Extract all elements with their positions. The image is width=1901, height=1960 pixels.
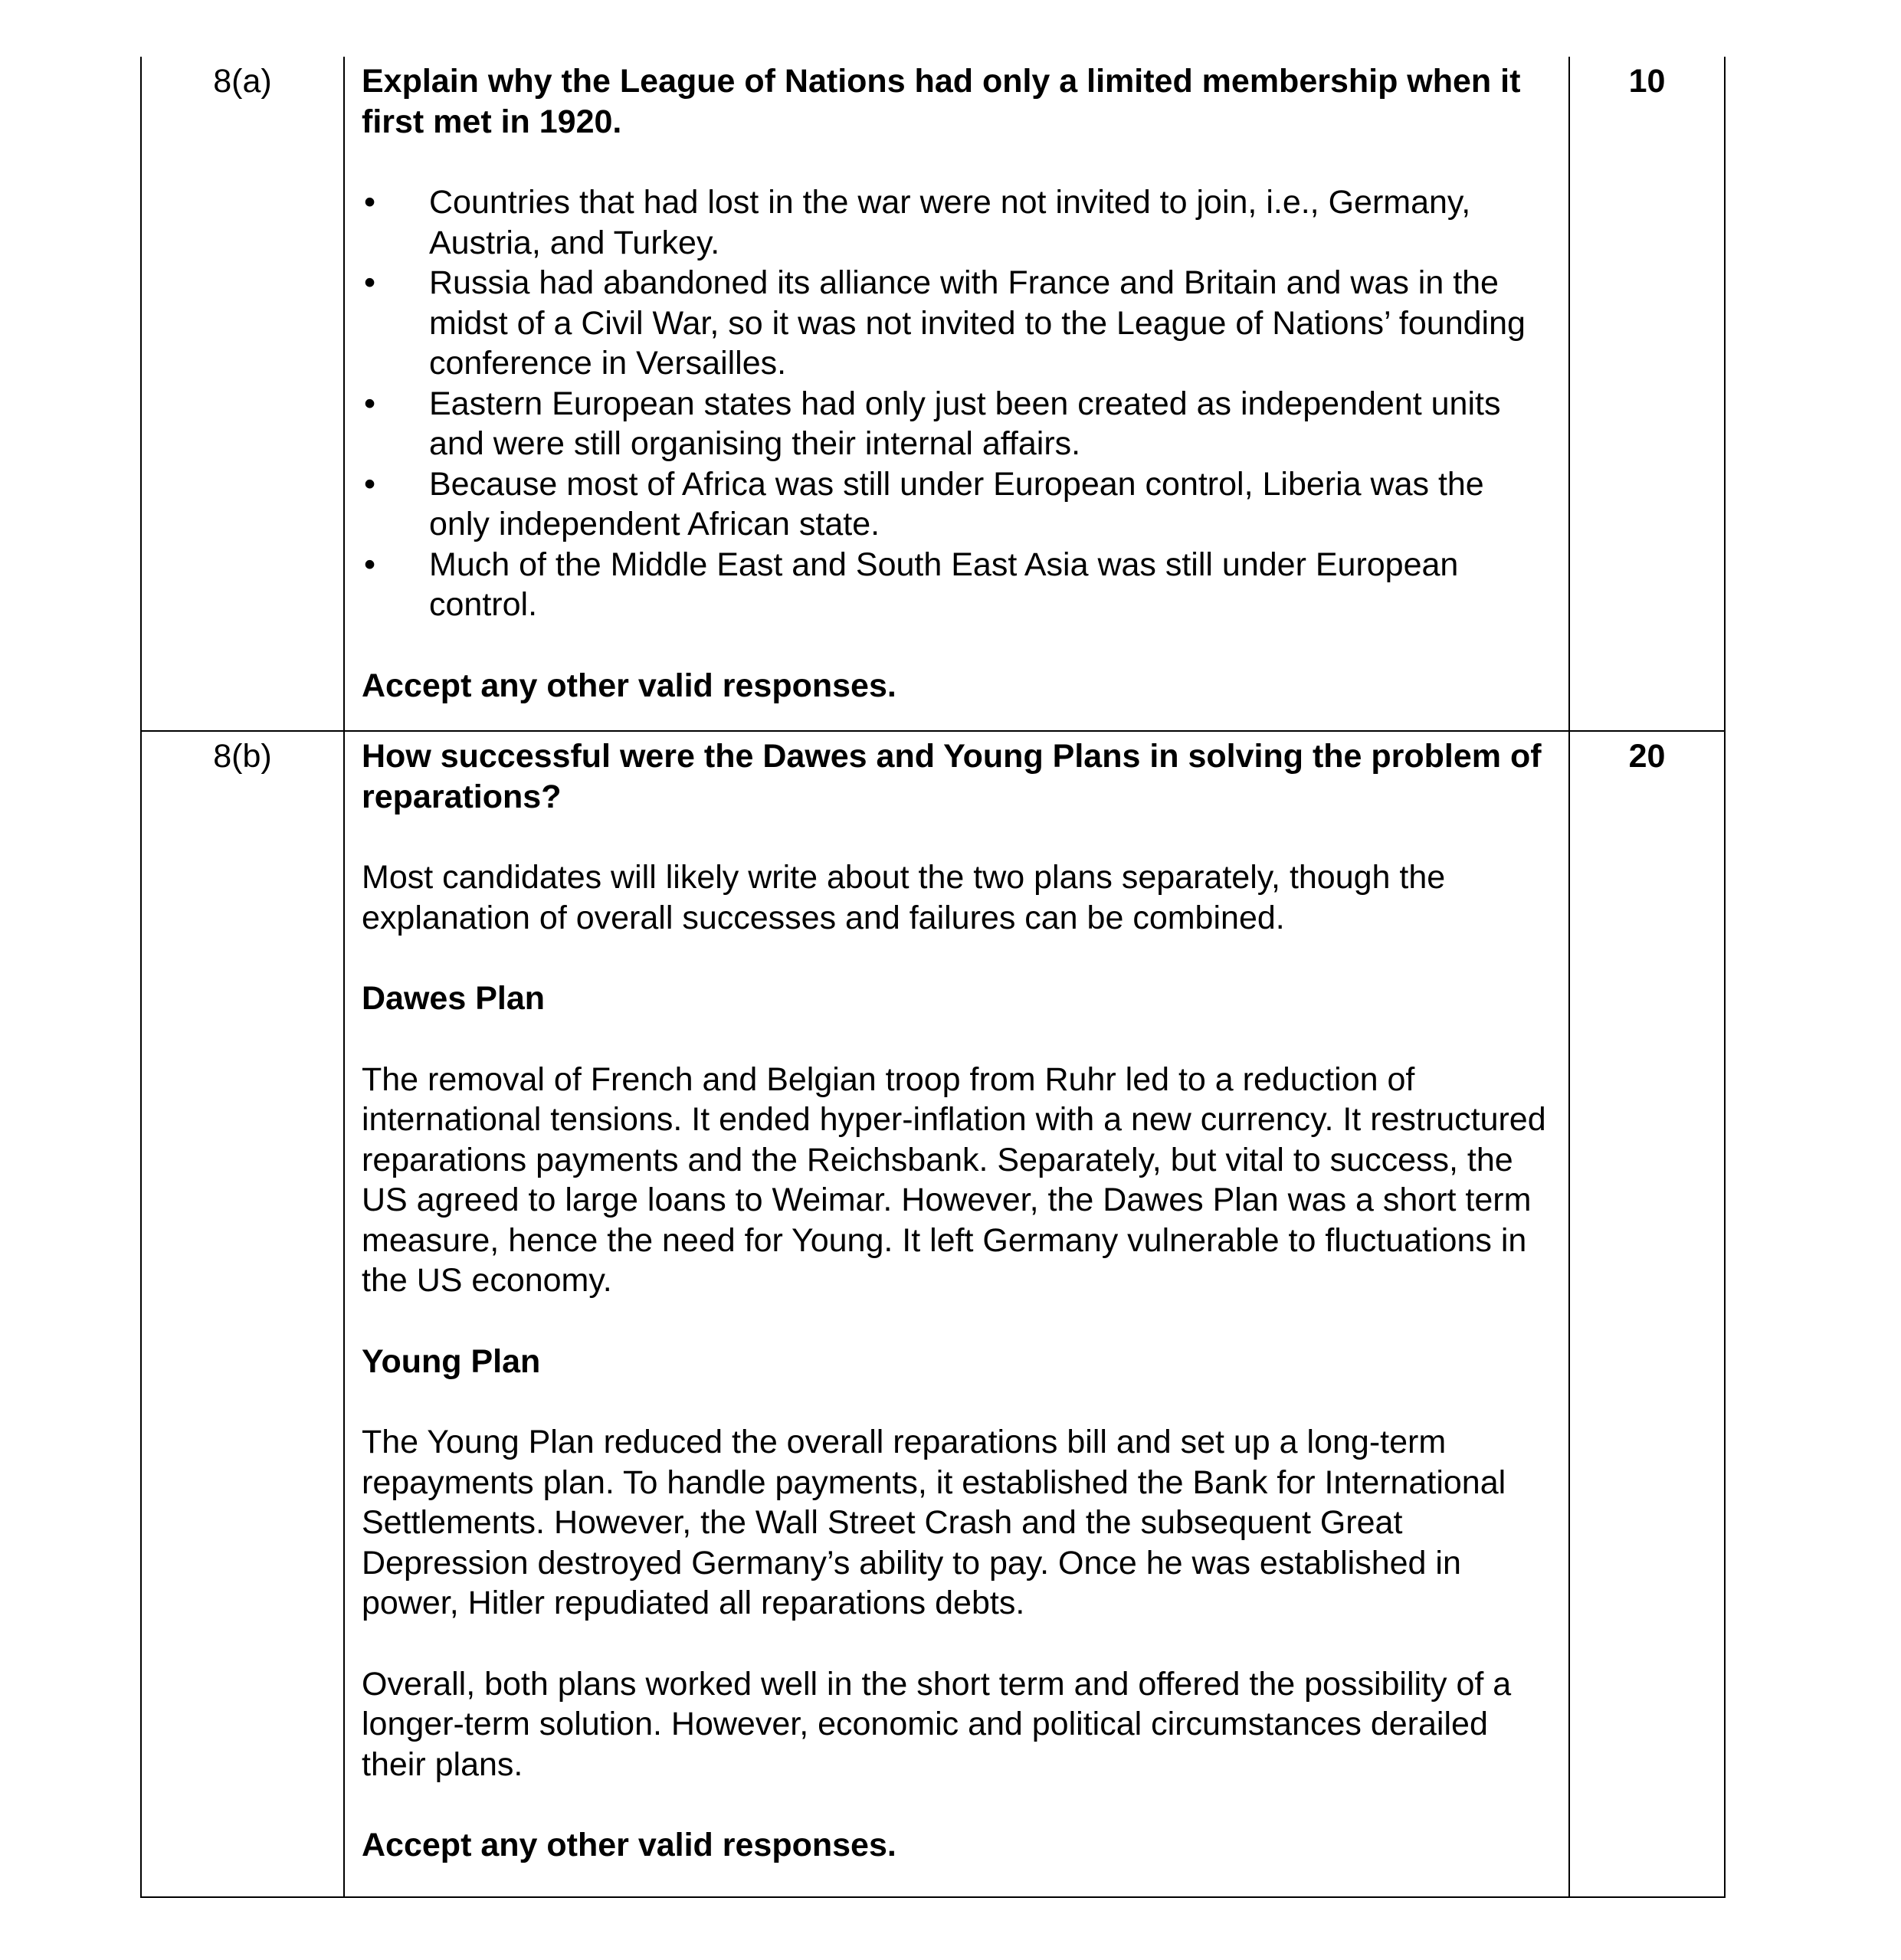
bullet-icon: • (364, 385, 376, 422)
list-item: • Eastern European states had only just been created as independent units and were still organising their internal affairs. (364, 385, 1501, 462)
dawes-paragraph: The removal of French and Belgian troop from Ruhr led to a reduction of international tensions. It ended hyper-inflation with a new currency. It restructured reparations payments and the Reichsbank. Separately, but vital to success, the US agreed to large loans to Weimar. However, the Dawes Plan was a short term measure, hence the need for Young. It left Germany vulnerable to fluctuations in the US economy. (362, 1060, 1546, 1299)
young-paragraph: The Young Plan reduced the overall reparations bill and set up a long-term repayments plan. To handle payments, it established the Bank for International Settlements. However, the Wall Street Crash and the subsequent Great Depression destroyed Germany’s ability to pay. Once he was established in power, Hitler repudiated all reparations debts. (362, 1424, 1506, 1621)
list-item: • Russia had abandoned its alliance with France and Britain and was in the midst of a Civil War, so it was not invited to the League of Nations’ founding conference in Versailles. (364, 264, 1526, 382)
answer-cell (344, 57, 1569, 731)
question-text: Explain why the League of Nations had only a limited membership when it first met in 1920. (362, 63, 1521, 140)
young-heading: Young Plan (362, 1342, 541, 1380)
mark-scheme-table (140, 57, 1726, 1898)
list-item: • Countries that had lost in the war were not invited to join, i.e., Germany, Austria, and Turkey. (364, 184, 1471, 261)
bullet-list (362, 182, 1552, 625)
marks-cell: 20 (1569, 731, 1725, 1897)
table-row-8a (141, 57, 1725, 731)
list-item: • Because most of Africa was still under European control, Liberia was the only independent African state. (364, 465, 1484, 542)
accept-note: Accept any other valid responses. (362, 667, 896, 704)
dawes-heading: Dawes Plan (362, 980, 545, 1017)
marks-cell: 10 (1569, 57, 1725, 731)
bullet-icon: • (364, 465, 376, 503)
bullet-icon: • (364, 546, 376, 583)
answer-cell (344, 731, 1569, 1897)
intro-paragraph: Most candidates will likely write about the two plans separately, though the explanation of overall successes and failures can be combined. (362, 859, 1446, 936)
list-item: • Much of the Middle East and South East Asia was still under European control. (364, 546, 1459, 623)
bullet-icon: • (364, 184, 376, 221)
bullet-icon: • (364, 264, 376, 301)
accept-note: Accept any other valid responses. (362, 1827, 896, 1863)
question-number: 8(a) (141, 57, 344, 731)
question-number: 8(b) (141, 731, 344, 1897)
overall-paragraph: Overall, both plans worked well in the short term and offered the possibility of a longer-term solution. However, economic and political circumstances derailed their plans. (362, 1665, 1512, 1783)
question-text: How successful were the Dawes and Young Plans in solving the problem of reparations? (362, 738, 1542, 815)
table-row-8b (141, 731, 1725, 1897)
